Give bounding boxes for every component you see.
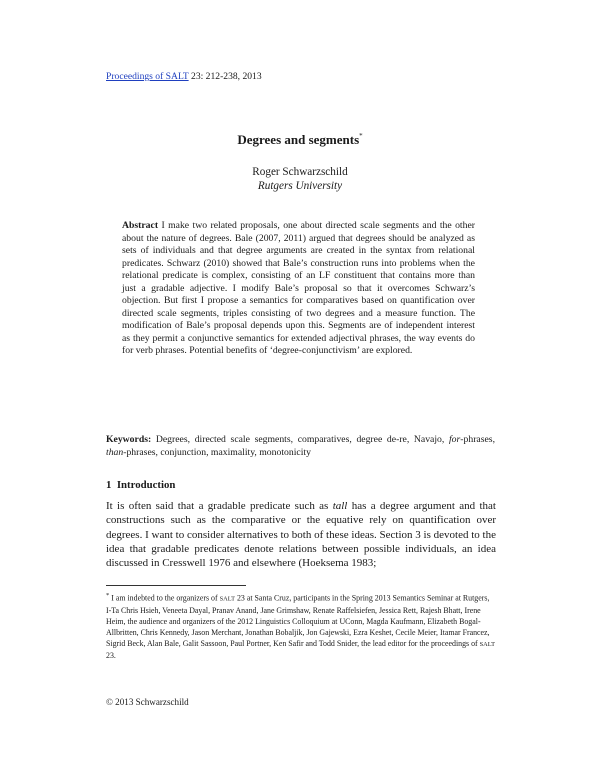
keywords-label: Keywords: <box>106 434 152 445</box>
abstract-text: I make two related proposals, one about directed scale segments and the other about the nature of degrees. Bale (2007, 2011) argued that degrees should be analyzed as sets of individuals and that degree arguments are created in the syntax from relational predicates. Schwarz (2010) showed that Bale’s construction runs into problems when the relational predicate is complex, consisting of an LF constituent that contains more than just a gradable adjective. I modify Bale’s proposal so that it overcomes Schwarz’s objection. But first I propose a semantics for comparatives based on quantification over directed scale segments, triples consisting of two degrees and a measure function. The modification of Bale’s proposal depends upon this. Segments are of independent interest as they permit a conjunctive semantics for extended adjectival phrases, the way events do for verb phrases. Potential benefits of ‘degree-conjunctivism’ are explored. <box>122 220 475 356</box>
paper-title <box>0 132 600 148</box>
title-text: Degrees and segments <box>237 132 360 147</box>
author-name: Roger Schwarzschild <box>252 166 348 178</box>
keywords-for-italic: for <box>448 434 461 445</box>
keywords <box>106 433 495 459</box>
author-block <box>0 165 600 193</box>
body-text-1: It is often said that a gradable predicate such as <box>106 500 333 512</box>
section-title: Introduction <box>116 479 176 491</box>
footnote-text-3: 23. <box>106 650 116 660</box>
body-paragraph <box>106 499 496 570</box>
footnote <box>106 590 496 661</box>
body-tall-italic: tall <box>332 500 348 512</box>
footnote-salt-1: SALT <box>219 595 235 603</box>
keywords-text-2: -phrases, <box>460 434 495 445</box>
abstract-label: Abstract <box>122 220 159 231</box>
keywords-text-1: Degrees, directed scale segments, comparatives, degree de-re, Navajo, <box>151 434 449 445</box>
journal-header <box>106 71 262 82</box>
copyright-notice: © 2013 Schwarzschild <box>106 697 189 707</box>
footnote-divider <box>106 585 246 586</box>
citation-text: 23: 212-238, 2013 <box>188 71 262 82</box>
section-heading <box>106 479 175 491</box>
footnote-salt-2: SALT <box>479 640 496 648</box>
body-text-2: has a degree argument and that constructions such as the comparative or the equative rely on quantification over degrees. I want to consider alternatives to both of these ideas. Section 3 is devoted to the idea that gradable predicates denote relations between possible individuals, an idea discussed in Cresswell 1976 and elsewhere (Hoeksema 1983; <box>106 500 496 570</box>
footnote-text-1: I am indebted to the organizers of <box>109 593 220 603</box>
section-number: 1 <box>106 479 112 491</box>
title-footnote-mark: * <box>359 131 363 140</box>
footnote-mark: * <box>106 592 110 599</box>
abstract <box>122 220 475 358</box>
keywords-than-italic: than <box>106 447 124 458</box>
keywords-text-3: -phrases, conjunction, maximality, monotonicity <box>123 447 311 458</box>
footnote-text-2: 23 at Santa Cruz, participants in the Spring 2013 Semantics Seminar at Rutgers, I-Ta Chris Hsieh, Veneeta Dayal, Pranav Anand, Jane Grimshaw, Renate Raffelsiefen, Jessica Rett, Rajesh Bhatt, Irene Heim, the audience and organizers of the 2012 Linguistics Colloquium at UConn, Magda Kaufmann, Elizabeth Bogal-Allbritten, Chris Kennedy, Jason Merchant, Jonathan Bobaljik, Jon Gajewski, Ezra Keshet, Cecile Meier, Itamar Francez, Sigrid Beck, Alan Bale, Galit Sassoon, Paul Portner, Ken Safir and Todd Snider, the lead editor for the proceedings of <box>106 593 490 648</box>
author-affiliation: Rutgers University <box>257 180 343 192</box>
proceedings-link[interactable]: Proceedings of SALT <box>106 71 189 82</box>
